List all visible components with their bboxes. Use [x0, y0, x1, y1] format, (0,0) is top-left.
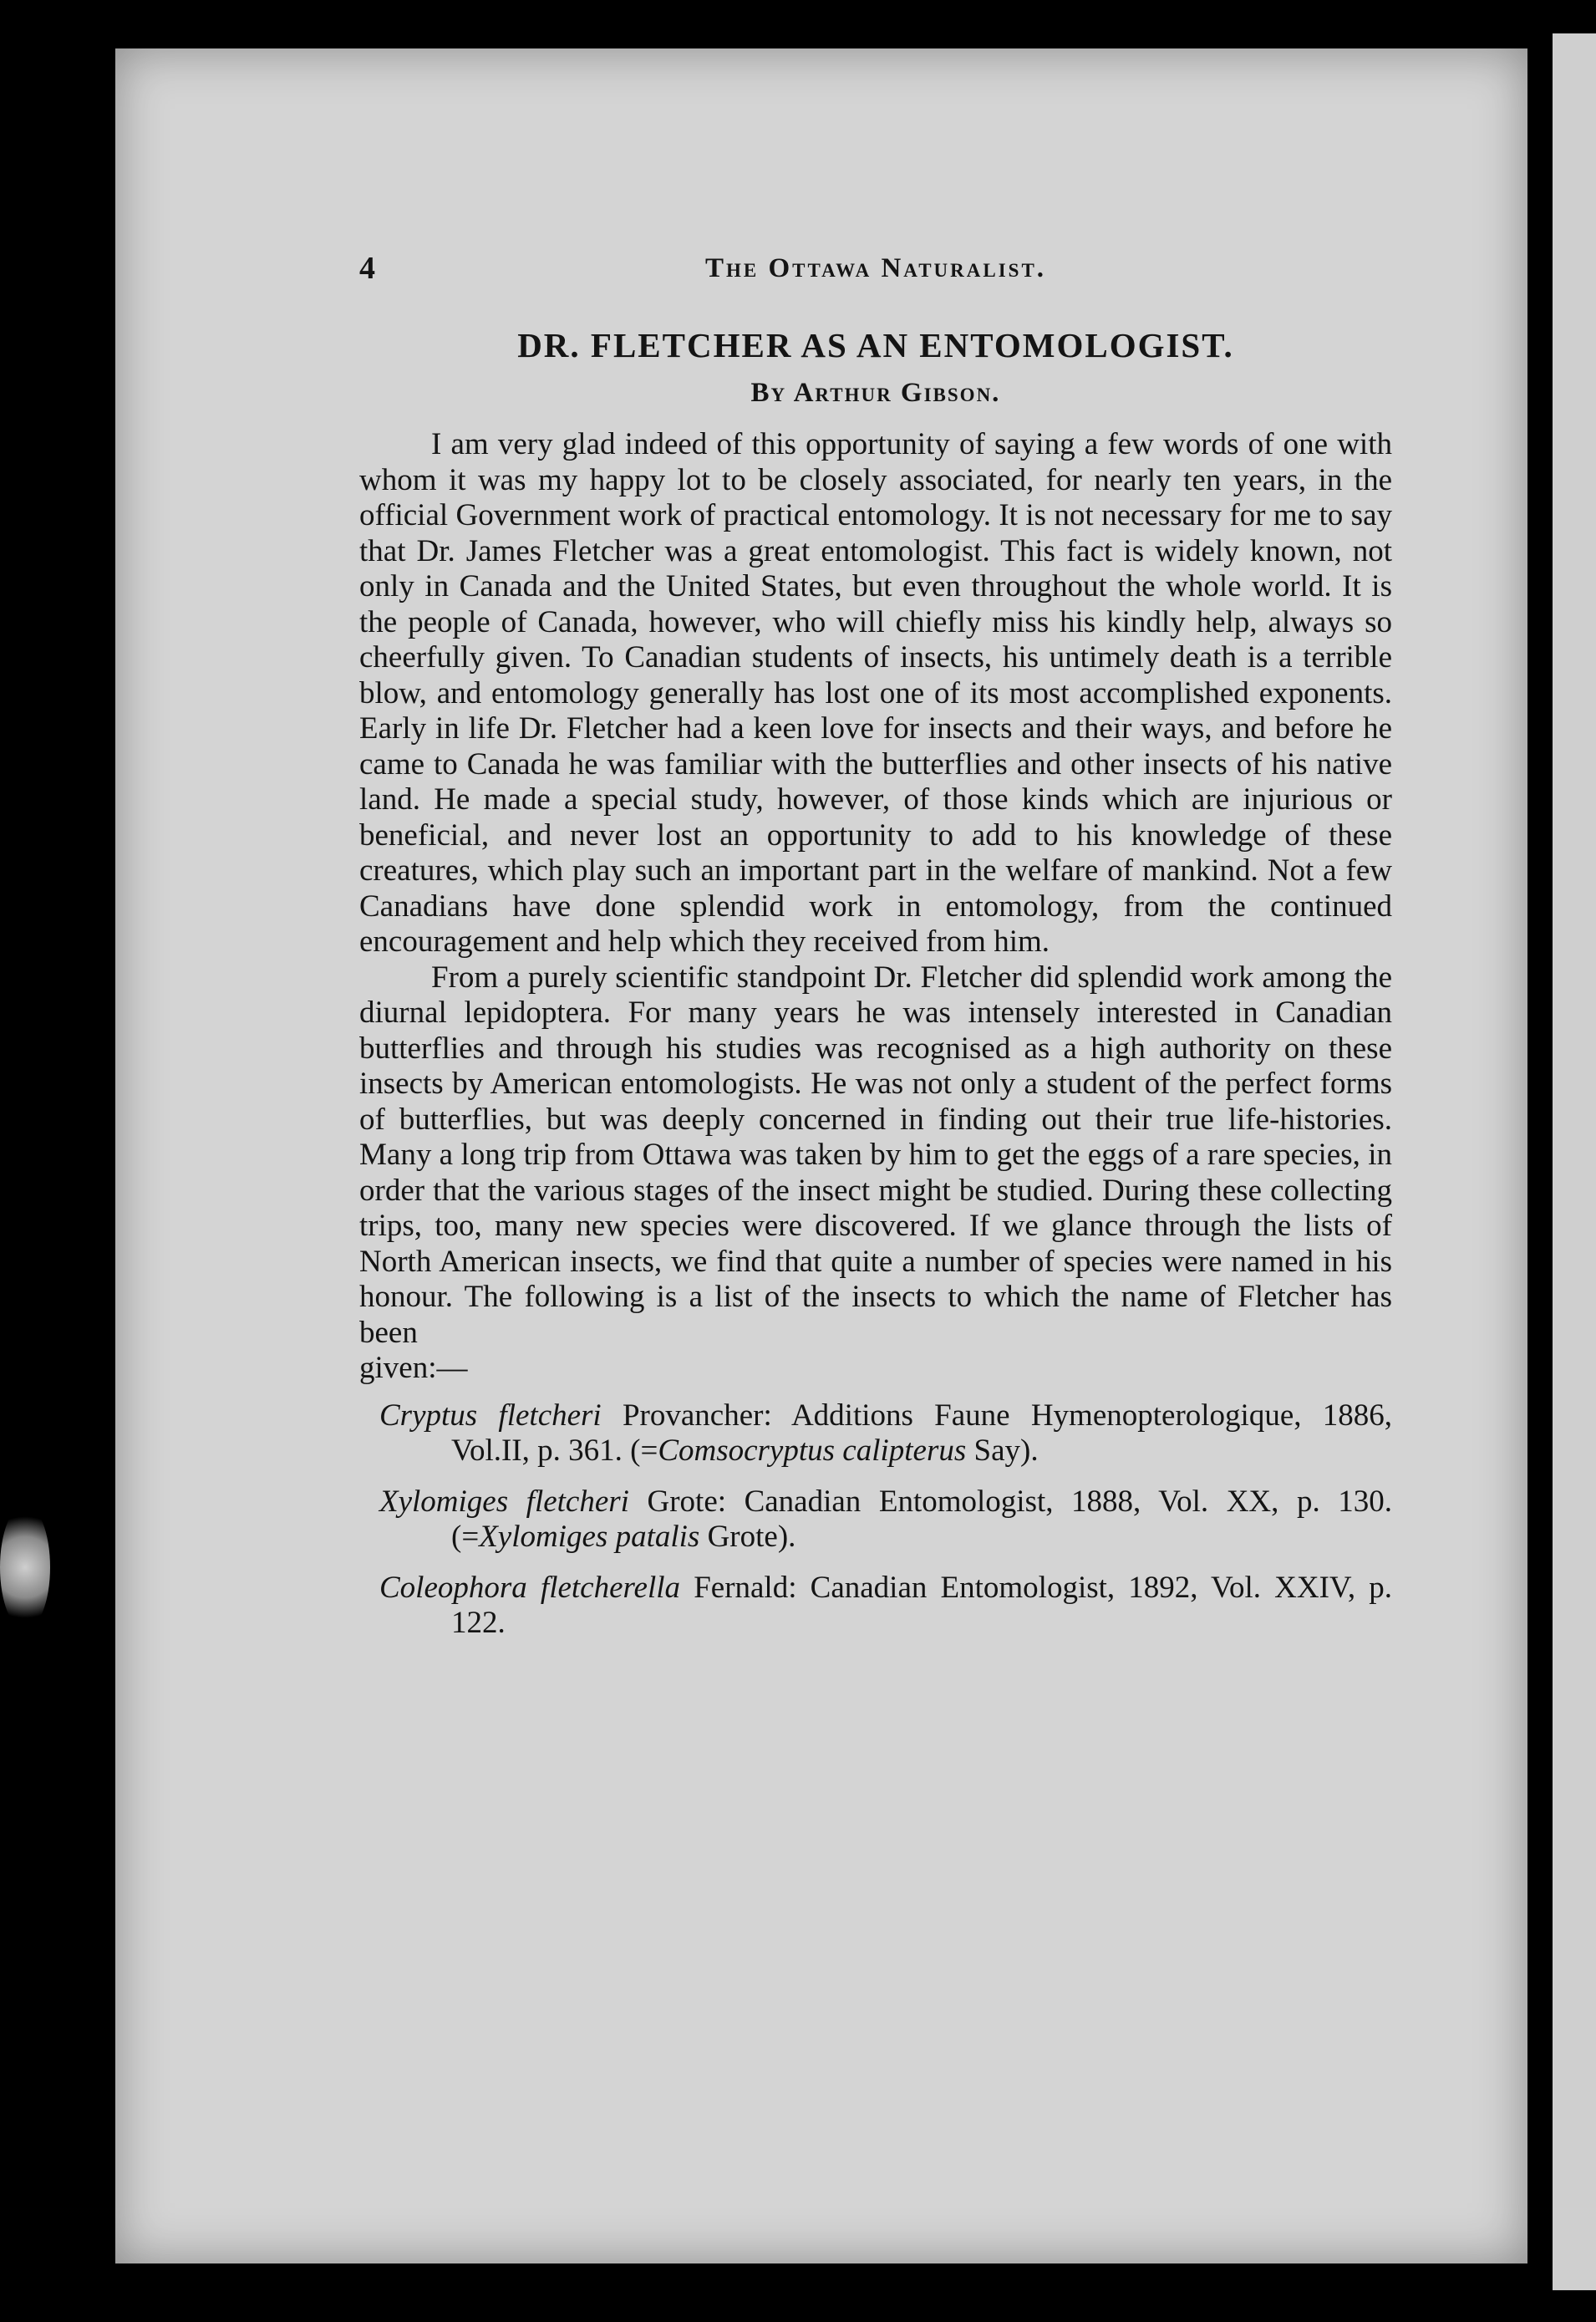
species-synonym: Xylomiges patalis — [479, 1520, 700, 1554]
species-list — [359, 1398, 1392, 1642]
species-citation: Fernald: Canadian Entomologist, 1892, Vol. XXIV, p. 122. — [451, 1570, 1392, 1640]
species-synonym: Comsocryptus calipterus — [658, 1433, 967, 1468]
page-content — [359, 251, 1392, 1657]
scan-artifact — [0, 1505, 50, 1630]
page-number: 4 — [359, 251, 378, 286]
paragraph: From a purely scientific standpoint Dr. Fletcher did splendid work among the diurnal lepidoptera. For many years he was intensely interested in Canadian butterflies and through his studies was recognised as a high authority on these insects by American entomologists. He was not only a student of the perfect forms of butterflies, but was deeply concerned in finding out their true life-histories. Many a long trip from Ottawa was taken by him to get the eggs of a rare species, in order that the various stages of the insect might be studied. During these collecting trips, too, many new species were discovered. If we glance through the lists of North American insects, we find that quite a number of species were named in his honour. The following is a list of the insects to which the name of Fletcher has been — [359, 960, 1392, 1350]
article-body — [359, 427, 1392, 1387]
species-entry — [359, 1484, 1392, 1556]
journal-title: The Ottawa Naturalist. — [704, 253, 1047, 283]
article-title: DR. FLETCHER AS AN ENTOMOLOGIST. — [517, 326, 1234, 364]
running-head — [359, 251, 1392, 291]
species-entry — [359, 1398, 1392, 1469]
species-citation: Grote: Canadian Entomologist, 1888, Vol. XX, p. 130. (= — [451, 1484, 1392, 1554]
species-synonym-author: Say). — [966, 1433, 1039, 1468]
species-name: Cryptus fletcheri — [379, 1398, 602, 1433]
species-name: Xylomiges fletcheri — [379, 1484, 629, 1519]
paragraph: I am very glad indeed of this opportunity of saying a few words of one with whom it was my happy lot to be closely associated, for nearly ten years, in the official Government work of practical entomology. It is not necessary for me to say that Dr. James Fletcher was a great entomologist. This fact is widely known, not only in Canada and the United States, but even throughout the whole world. It is the people of Canada, however, who will chiefly miss his kindly help, always so cheerfully given. To Canadian students of insects, his untimely death is a terrible blow, and entomology generally has lost one of its most accomplished exponents. Early in life Dr. Fletcher had a keen love for insects and their ways, and before he came to Canada he was familiar with the butterflies and other insects of his native land. He made a special study, however, of those kinds which are injurious or beneficial, and never lost an opportunity to add to his knowledge of these creatures, which play such an important part in the welfare of mankind. Not a few Canadians have done splendid work in entomology, from the continued encouragement and help which they received from him. — [359, 427, 1392, 959]
adjacent-page-edge — [1553, 33, 1596, 2290]
byline: By Arthur Gibson. — [750, 377, 1001, 408]
paragraph-closing: given:— — [359, 1351, 468, 1385]
species-name: Coleophora fletcherella — [379, 1570, 681, 1605]
species-synonym-author: Grote). — [699, 1520, 796, 1554]
species-citation: Provancher: Additions Faune Hymenopterologique, 1886, Vol.II, p. 361. (= — [451, 1398, 1392, 1468]
species-entry — [359, 1571, 1392, 1642]
